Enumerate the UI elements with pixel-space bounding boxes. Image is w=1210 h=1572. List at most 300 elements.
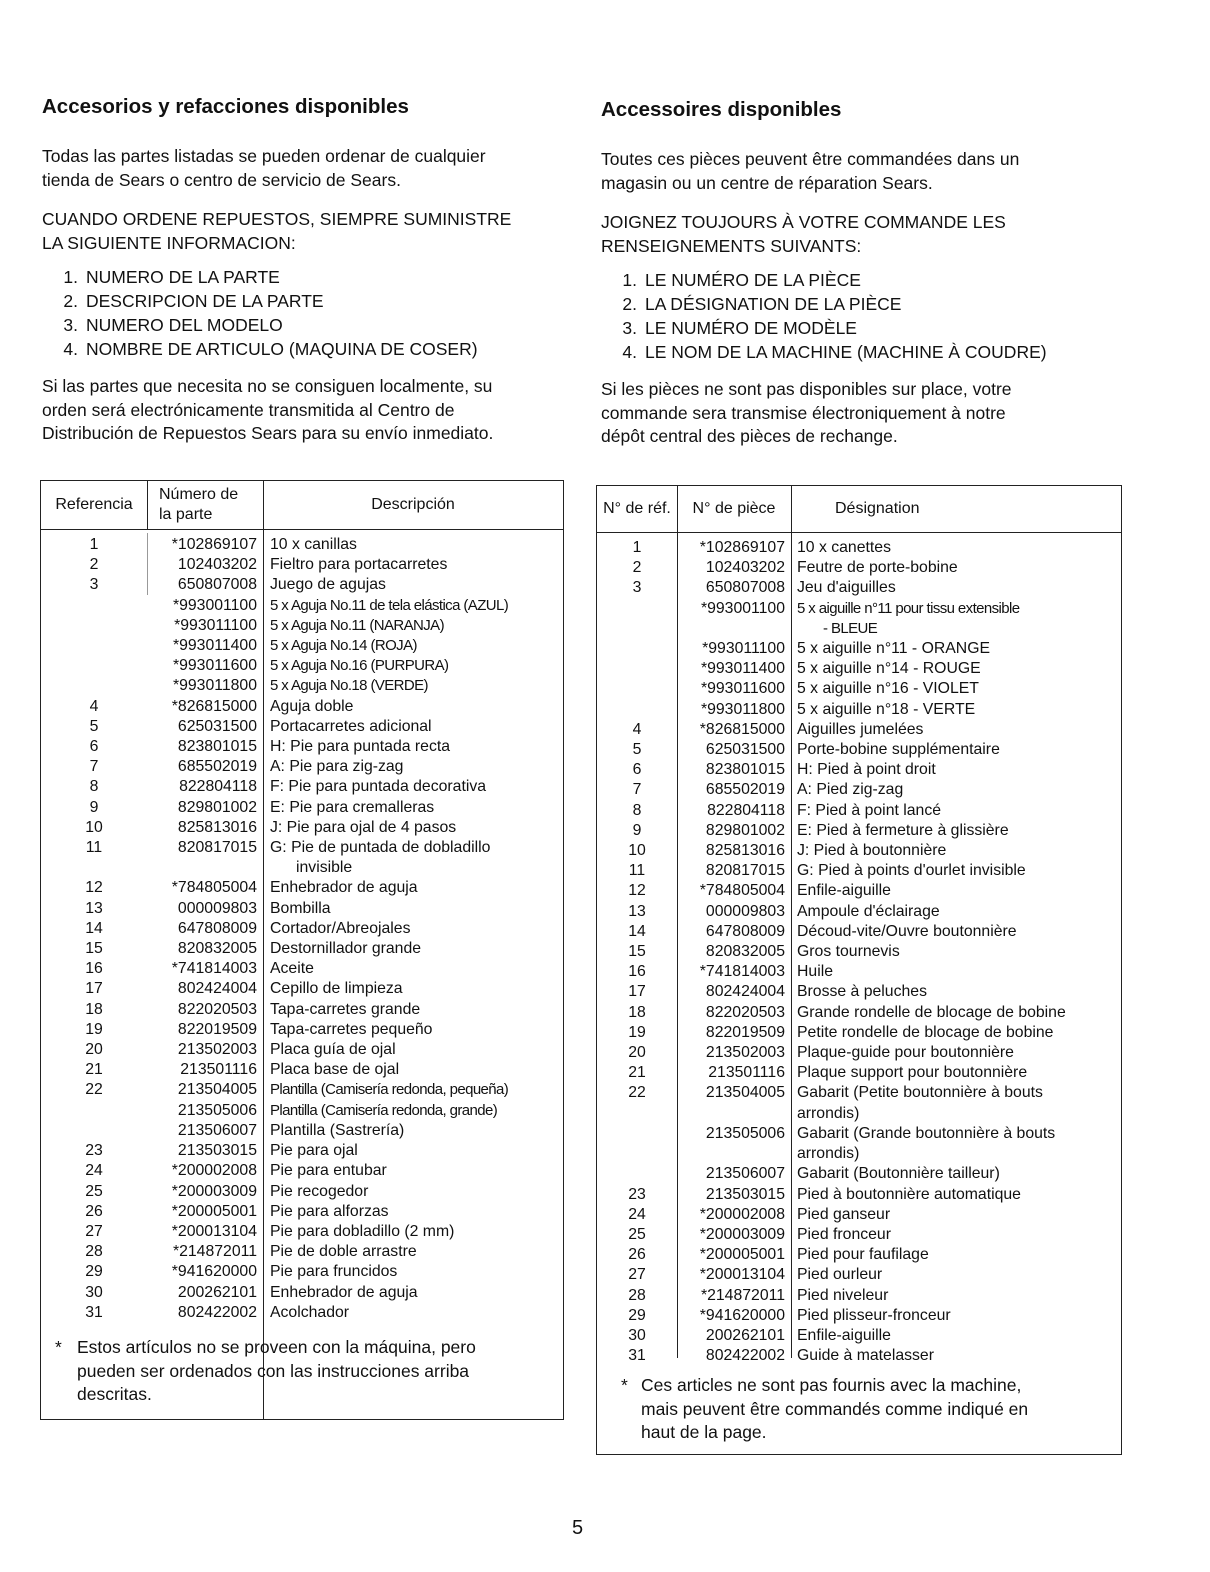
description-line: 10 x canettes (797, 539, 891, 556)
note-line: Distribución de Repuestos Sears para su envío inmediato. (42, 423, 494, 443)
table-row (597, 861, 1121, 881)
footnote-line: haut de la page. (641, 1422, 767, 1442)
table-row (41, 737, 563, 757)
table-row (41, 798, 563, 818)
description-line: Gabarit (Boutonnière tailleur) (797, 1165, 1000, 1183)
part-number: *993011600 (700, 680, 785, 698)
part-number: 213503015 (705, 1185, 785, 1203)
table-row (597, 841, 1121, 861)
table-row (41, 1202, 563, 1222)
reference-number: 5 (632, 741, 642, 759)
part-description (270, 1303, 563, 1323)
part-number: 625031500 (705, 741, 785, 759)
part-description (797, 902, 1121, 922)
part-number: *200002008 (699, 1205, 785, 1223)
table-row (41, 1020, 563, 1040)
description-line: Aceite (270, 960, 314, 978)
table-row (41, 1242, 563, 1262)
table-row (41, 1000, 563, 1020)
part-description (797, 801, 1121, 821)
part-number: 102403202 (177, 556, 257, 574)
part-description (270, 1242, 563, 1262)
part-description (270, 1000, 563, 1020)
table-row (41, 676, 563, 696)
table-row (41, 838, 563, 878)
list-item: 2. DESCRIPCION DE LA PARTE (63, 291, 324, 311)
reference-number: 18 (85, 1000, 103, 1018)
part-description (270, 899, 563, 919)
header-no-de-ref: N° de réf. (603, 500, 671, 517)
reference-number: 29 (85, 1263, 103, 1281)
reference-number: 20 (85, 1041, 103, 1059)
table-body (597, 538, 1121, 1366)
note-line: commande sera transmise électroniquement à notre (601, 402, 1006, 423)
part-description (797, 1326, 1121, 1346)
description-line: Pie para ojal (270, 1142, 358, 1160)
part-number: 822019509 (177, 1020, 257, 1038)
description-line: Découd-vite/Ouvre boutonnière (797, 922, 1017, 940)
part-description (270, 616, 563, 636)
part-description (797, 1023, 1121, 1043)
part-description (797, 1043, 1121, 1063)
table-row (41, 818, 563, 838)
table-row (597, 1346, 1121, 1366)
reference-number: 8 (632, 801, 642, 819)
part-number: *741814003 (699, 963, 785, 981)
part-number: *200005001 (171, 1202, 257, 1220)
french-order-instruction (601, 211, 1121, 258)
table-row (41, 1222, 563, 1242)
part-description (797, 861, 1121, 881)
description-line: 5 x aiguille n°11 pour tissu extensible (797, 599, 1020, 617)
part-description (270, 555, 563, 575)
part-description (270, 1202, 563, 1222)
reference-number: 30 (628, 1326, 646, 1344)
part-number: 820817015 (177, 839, 257, 857)
description-line: 5 x Aguja No.16 (PURPURA) (270, 657, 449, 675)
part-description (797, 1003, 1121, 1023)
description-line: 5 x Aguja No.18 (VERDE) (270, 677, 428, 695)
part-description (270, 919, 563, 939)
description-line: Plantilla (Sastrería) (270, 1121, 405, 1139)
description-line: Brosse à peluches (797, 983, 927, 1001)
part-number: *214872011 (172, 1243, 257, 1261)
table-row (597, 1003, 1121, 1023)
reference-number: 29 (628, 1306, 646, 1324)
description-line: 5 x aiguille n°14 - ROUGE (797, 660, 981, 678)
description-line: Acolchador (270, 1303, 350, 1321)
reference-number: 13 (85, 899, 103, 917)
table-row (597, 821, 1121, 841)
part-number: 823801015 (177, 738, 257, 756)
part-number: 213502003 (177, 1041, 257, 1059)
part-description (797, 1306, 1121, 1326)
list-item: 2. LA DÉSIGNATION DE LA PIÈCE (622, 294, 902, 314)
note-line: Si las partes que necesita no se consiguen localmente, su (42, 376, 493, 396)
part-number: *993011800 (172, 677, 257, 695)
part-number: 213506007 (177, 1121, 257, 1139)
part-description (797, 1265, 1121, 1285)
part-number: 802422002 (177, 1303, 257, 1321)
part-description (270, 838, 563, 878)
reference-number: 16 (85, 960, 103, 978)
part-number: *993001100 (700, 599, 785, 617)
table-row (41, 777, 563, 797)
part-description (270, 878, 563, 898)
table-row (41, 575, 563, 595)
table-row (597, 760, 1121, 780)
description-line: Fieltro para portacarretes (270, 556, 448, 574)
table-header (597, 486, 1121, 533)
table-row (597, 700, 1121, 720)
table-row (41, 939, 563, 959)
reference-number: 17 (628, 983, 646, 1001)
part-description (270, 959, 563, 979)
table-header (41, 481, 563, 530)
reference-number: 3 (89, 576, 99, 594)
description-line: Grande rondelle de blocage de bobine (797, 1003, 1066, 1021)
reference-number: 6 (632, 761, 642, 779)
part-description (797, 679, 1121, 699)
part-number: *200002008 (171, 1162, 257, 1180)
description-line: Aiguilles jumelées (797, 720, 924, 738)
description-line: Pie para dobladillo (2 mm) (270, 1222, 455, 1240)
description-line: Pie recogedor (270, 1182, 369, 1200)
table-row (41, 1182, 563, 1202)
description-line: G: Pie de puntada de dobladillo (270, 839, 491, 857)
reference-number: 24 (628, 1205, 646, 1223)
part-number: 213503015 (177, 1142, 257, 1160)
part-description (797, 922, 1121, 942)
part-description (270, 1101, 563, 1121)
description-line: Ampoule d'éclairage (797, 902, 940, 920)
table-row (597, 1286, 1121, 1306)
footnote-line: Estos artículos no se proveen con la máquina, pero (77, 1337, 476, 1357)
description-line: J: Pie para ojal de 4 pasos (270, 818, 457, 836)
part-number: *826815000 (699, 720, 785, 738)
description-line: 5 x Aguja No.11 de tela elástica (AZUL) (270, 596, 509, 614)
part-description (797, 962, 1121, 982)
description-line: Enfile-aiguille (797, 1326, 891, 1344)
table-row (41, 1080, 563, 1100)
table-row (41, 656, 563, 676)
part-description (270, 1080, 563, 1100)
table-row (41, 697, 563, 717)
footnote-line: pueden ser ordenados con las instrucciones arriba (77, 1360, 470, 1381)
part-description (270, 737, 563, 757)
spanish-heading: Accesorios y refacciones disponibles (42, 95, 409, 118)
part-number: *200005001 (699, 1246, 785, 1264)
footnote-line: descritas. (77, 1384, 152, 1404)
part-number: 625031500 (177, 717, 257, 735)
part-number: 213505006 (177, 1101, 257, 1119)
reference-number: 26 (628, 1246, 646, 1264)
table-row (41, 1101, 563, 1121)
table-row (41, 1303, 563, 1323)
description-line: Enhebrador de aguja (270, 879, 418, 897)
description-line: Pie de doble arrastre (270, 1243, 417, 1261)
part-number: *214872011 (700, 1286, 785, 1304)
description-line: Portacarretes adicional (270, 717, 432, 735)
reference-number: 10 (628, 842, 646, 860)
table-row (41, 1060, 563, 1080)
reference-number: 15 (628, 943, 646, 961)
table-row (597, 659, 1121, 679)
table-row (41, 757, 563, 777)
header-designation: Désignation (835, 500, 920, 517)
part-description (270, 1141, 563, 1161)
part-number: 650807008 (705, 579, 785, 597)
part-description (797, 659, 1121, 679)
part-number: *993011800 (700, 700, 785, 718)
part-description (270, 818, 563, 838)
part-description (270, 939, 563, 959)
part-description (797, 1124, 1121, 1164)
description-line: Destornillador grande (270, 940, 422, 958)
part-description (270, 1182, 563, 1202)
description-line: H: Pie para puntada recta (270, 738, 451, 756)
list-item: 4. LE NOM DE LA MACHINE (MACHINE À COUDRE) (622, 342, 1047, 362)
description-line: Juego de agujas (270, 576, 386, 594)
reference-number: 21 (628, 1064, 646, 1082)
description-line: Plantilla (Camisería redonda, pequeña) (270, 1081, 509, 1099)
description-line: Feutre de porte-bobine (797, 559, 958, 577)
description-line: J: Pied à boutonnière (797, 842, 947, 860)
part-number: 825813016 (705, 842, 785, 860)
description-line: F: Pied à point lancé (797, 801, 942, 819)
footnote-line: mais peuvent être commandés comme indiqué en (641, 1398, 1029, 1419)
table-row (41, 1141, 563, 1161)
description-line: Pie para entubar (270, 1162, 387, 1180)
reference-number: 2 (89, 556, 99, 574)
part-number: *993011400 (172, 637, 257, 655)
description-line: Tapa-carretes pequeño (270, 1020, 433, 1038)
part-number: *941620000 (699, 1306, 785, 1324)
table-row (597, 922, 1121, 942)
table-row (597, 1265, 1121, 1285)
part-number: *993011100 (702, 640, 785, 658)
spanish-intro-line: tienda de Sears o centro de servicio de Sears. (42, 169, 401, 190)
part-description (797, 740, 1121, 760)
reference-number: 14 (85, 919, 103, 937)
reference-number: 26 (85, 1202, 103, 1220)
reference-number: 1 (632, 539, 642, 556)
reference-number: 14 (628, 922, 646, 940)
description-line: invisible (296, 859, 353, 877)
part-description (797, 942, 1121, 962)
part-description (797, 1245, 1121, 1265)
part-number: *826815000 (171, 697, 257, 715)
reference-number: 7 (632, 781, 642, 799)
description-line: Enfile-aiguille (797, 882, 891, 900)
note-line: Si les pièces ne sont pas disponibles sur place, votre (601, 379, 1012, 399)
header-descripcion: Descripción (371, 496, 455, 513)
part-number: 685502019 (705, 781, 785, 799)
part-description (797, 1205, 1121, 1225)
part-number: 685502019 (177, 758, 257, 776)
table-row (597, 1245, 1121, 1265)
description-line: Pied niveleur (797, 1286, 889, 1304)
description-line: Pie para alforzas (270, 1202, 389, 1220)
part-description (797, 720, 1121, 740)
description-line: Gros tournevis (797, 943, 900, 961)
part-number: 802424004 (177, 980, 257, 998)
part-number: 802422002 (705, 1347, 785, 1365)
reference-number: 28 (85, 1243, 103, 1261)
table-row (597, 942, 1121, 962)
description-line: Placa base de ojal (270, 1061, 400, 1079)
table-row (41, 636, 563, 656)
part-description (797, 841, 1121, 861)
description-line: Pied à boutonnière automatique (797, 1185, 1021, 1203)
reference-number: 19 (85, 1020, 103, 1038)
spanish-order-line: LA SIGUIENTE INFORMACION: (42, 232, 296, 253)
reference-number: 1 (89, 536, 99, 553)
part-description (797, 599, 1121, 639)
part-description (270, 656, 563, 676)
description-line: Porte-bobine supplémentaire (797, 741, 1000, 759)
part-number: 820817015 (705, 862, 785, 880)
part-description (797, 1286, 1121, 1306)
reference-number: 13 (628, 902, 646, 920)
table-row (41, 616, 563, 636)
reference-number: 24 (85, 1162, 103, 1180)
part-description (270, 575, 563, 595)
reference-number: 11 (628, 862, 646, 880)
table-row (597, 902, 1121, 922)
part-number: 822020503 (177, 1000, 257, 1018)
part-description (797, 578, 1121, 598)
reference-number: 7 (89, 758, 99, 776)
table-row (41, 899, 563, 919)
part-description (270, 535, 563, 555)
reference-number: 28 (628, 1286, 646, 1304)
part-description (270, 757, 563, 777)
part-description (797, 821, 1121, 841)
description-line: 5 x aiguille n°18 - VERTE (797, 700, 976, 718)
reference-number: 9 (89, 798, 99, 816)
part-number: *993011100 (174, 616, 257, 634)
description-line: Enhebrador de aguja (270, 1283, 418, 1301)
reference-number: 22 (85, 1081, 103, 1099)
table-row (597, 1164, 1121, 1184)
table-row (597, 1225, 1121, 1245)
reference-number: 9 (632, 821, 642, 839)
header-no-de-piece: N° de pièce (692, 500, 776, 517)
spanish-parts-table (40, 480, 564, 1420)
description-line: A: Pie para zig-zag (270, 758, 404, 776)
part-number: *784805004 (699, 882, 785, 900)
table-row (597, 1326, 1121, 1346)
part-number: 825813016 (177, 818, 257, 836)
reference-number: 31 (85, 1303, 103, 1321)
note-line: orden será electrónicamente transmitida al Centro de (42, 399, 455, 420)
part-description (797, 1083, 1121, 1123)
part-number: 213505006 (705, 1124, 785, 1142)
part-description (270, 979, 563, 999)
reference-number: 5 (89, 717, 99, 735)
reference-number: 30 (85, 1283, 103, 1301)
reference-number: 25 (85, 1182, 103, 1200)
description-line: Pied ourleur (797, 1266, 883, 1284)
table-row (597, 1043, 1121, 1063)
table-row (41, 878, 563, 898)
reference-number: 4 (89, 697, 99, 715)
table-row (597, 1306, 1121, 1326)
part-number: *200003009 (699, 1225, 785, 1243)
spanish-availability-note (42, 375, 572, 446)
part-number: 200262101 (705, 1326, 785, 1344)
footnote-asterisk: * (621, 1375, 628, 1395)
part-description (797, 558, 1121, 578)
table-row (597, 538, 1121, 558)
part-description (270, 777, 563, 797)
description-line: A: Pied zig-zag (797, 781, 904, 799)
reference-number: 31 (628, 1347, 646, 1365)
part-description (797, 881, 1121, 901)
spanish-steps-list (54, 265, 478, 361)
list-item: 1. LE NUMÉRO DE LA PIÈCE (622, 270, 861, 290)
part-number: *784805004 (171, 879, 257, 897)
part-description (270, 1262, 563, 1282)
table-row (597, 720, 1121, 740)
footnote-line: Ces articles ne sont pas fournis avec la machine, (641, 1375, 1022, 1395)
description-line: Guide à matelasser (797, 1347, 934, 1365)
reference-number: 11 (85, 839, 103, 857)
part-number: 822804118 (707, 801, 785, 819)
description-line: Pied ganseur (797, 1205, 891, 1223)
french-heading: Accessoires disponibles (601, 98, 842, 121)
table-row (41, 1040, 563, 1060)
reference-number: 2 (632, 559, 642, 577)
part-description (797, 1225, 1121, 1245)
table-row (41, 959, 563, 979)
description-line: Plaque-guide pour boutonnière (797, 1044, 1014, 1062)
part-number: 213506007 (705, 1165, 785, 1183)
part-number: 802424004 (705, 983, 785, 1001)
part-number: 213502003 (705, 1044, 785, 1062)
part-number: 213504005 (177, 1081, 257, 1099)
description-line: H: Pied à point droit (797, 761, 936, 779)
spanish-intro (42, 145, 572, 192)
part-number: 822804118 (179, 778, 257, 796)
table-row (597, 740, 1121, 760)
description-line: Cortador/Abreojales (270, 919, 411, 937)
part-number: 823801015 (705, 761, 785, 779)
part-number: 829801002 (177, 798, 257, 816)
part-number: 822020503 (705, 1003, 785, 1021)
part-description (797, 1063, 1121, 1083)
table-row (597, 679, 1121, 699)
table-row (41, 1283, 563, 1303)
table-row (597, 1205, 1121, 1225)
description-line: 5 x Aguja No.11 (NARANJA) (270, 616, 444, 634)
table-row (597, 639, 1121, 659)
table-row (41, 596, 563, 616)
reference-number: 12 (628, 882, 646, 900)
description-line: Aguja doble (270, 697, 354, 715)
reference-number: 20 (628, 1044, 646, 1062)
table-row (597, 1023, 1121, 1043)
description-line: Petite rondelle de blocage de bobine (797, 1023, 1054, 1041)
table-row (41, 1161, 563, 1181)
french-intro (601, 148, 1121, 195)
part-description (270, 676, 563, 696)
reference-number: 12 (85, 879, 103, 897)
description-line: Tapa-carretes grande (270, 1000, 421, 1018)
reference-number: 10 (85, 818, 103, 836)
part-number: 102403202 (705, 559, 785, 577)
